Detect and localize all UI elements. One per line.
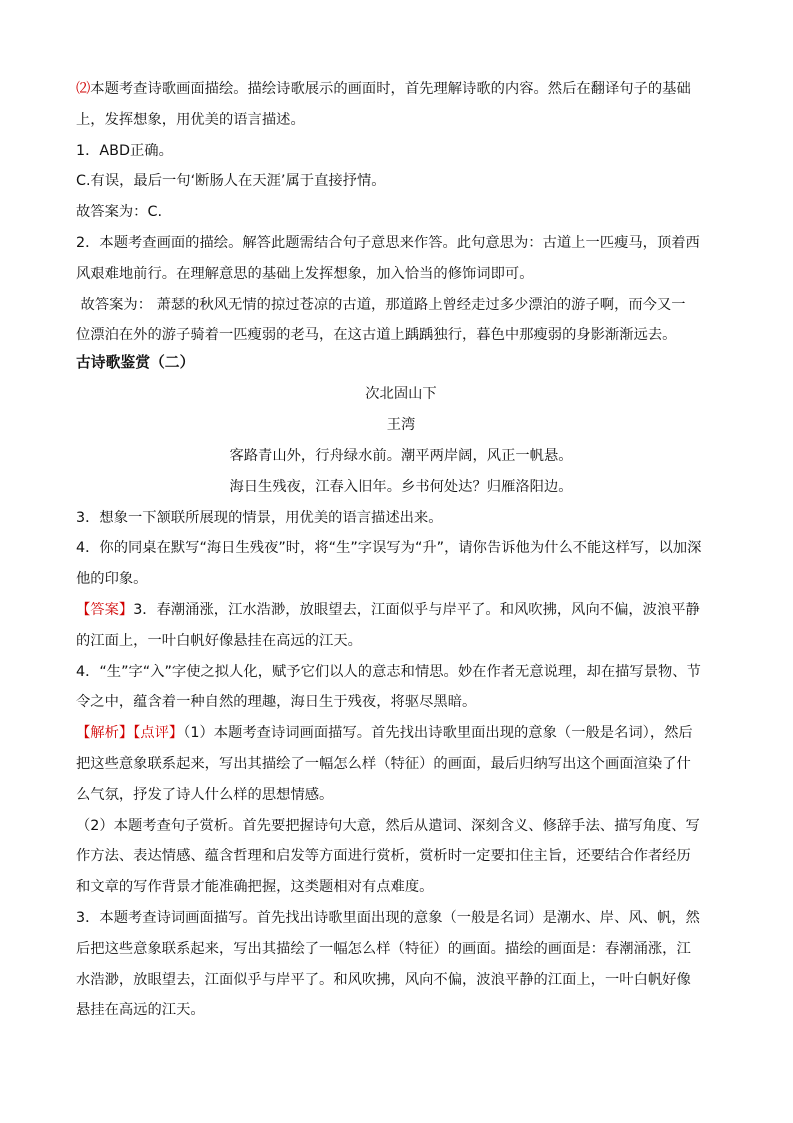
analysis-3-line: 悬挂在高远的江天。 [76,1002,205,1019]
question-3: 3．想象一下颔联所展现的情景，用优美的语言描述出来。 [76,509,443,526]
poem-author: 王湾 [386,417,416,434]
answer-line [76,595,726,626]
item2-line: 2．本题考查画面的描绘。解答此题需结合句子意思来作答。此句意思为：古道上一匹瘦马，顶着西 [76,234,700,251]
item1-answer: 故答案为：C. [76,204,163,221]
section-heading: 古诗歌鉴赏（二） [76,354,195,372]
q2-explanation-line [76,74,726,105]
item1-line: 1．ABD正确。 [76,142,173,159]
answer-tag: 【答案】 [76,601,134,618]
q2-text: 本题考查诗歌画面描绘。描绘诗歌展示的画面时，首先理解诗歌的内容。然后在翻译句子的基础 [90,81,691,97]
item1-option-c: C.有误，最后一句‘断肠人在天涯’属于直接抒情。 [76,173,386,190]
answer-line: 的江面上，一叶白帆好像悬挂在高远的江天。 [76,632,362,649]
analysis-2-line: 作方法、表达情感、蕴含哲理和启发等方面进行赏析，赏析时一定要扣住主旨，还要结合作者经历 [76,848,691,865]
analysis-2-line: （2）本题考查句子赏析。首先要把握诗句大意，然后从遣词、深刻含义、修辞手法、描写角度、写 [76,817,700,834]
poem-title: 次北固山下 [365,386,437,403]
answer-4-line: 4．“生”字“入”字使之拟人化，赋予它们以人的意志和情思。妙在作者无意说理，却在描写景物、节 [76,663,701,680]
item2-answer-line: 位漂泊在外的游子骑着一匹瘦弱的老马，在这古道上踽踽独行，暮色中那瘦弱的身影渐渐远去。 [76,327,677,344]
answer-4-line: 令之中，蕴含着一种自然的理趣，海日生于残夜，将驱尽黑暗。 [76,694,477,711]
poem-line: 海日生残夜，江春入旧年。乡书何处达？归雁洛阳边。 [229,478,573,495]
answer-3-text: 3．春潮涌涨，江水浩渺，放眼望去，江面似乎与岸平了。和风吹拂，风向不偏，波浪平静 [133,601,700,618]
q2-explanation-line: 上，发挥想象，用优美的语言描述。 [76,111,305,128]
analysis-2-line: 和文章的写作背景才能准确把握，这类题相对有点难度。 [76,879,434,896]
analysis-3-line: 水浩渺，放眼望去，江面似乎与岸平了。和风吹拂，风向不偏，波浪平静的江面上，一叶白帆好像 [76,971,691,988]
item2-line: 风艰难地前行。在理解意思的基础上发挥想象，加入恰当的修饰词即可。 [76,265,534,282]
analysis-line [76,718,726,749]
analysis-3-line: 3．本题考查诗词画面描写。首先找出诗歌里面出现的意象（一般是名词）是潮水、岸、风、帆，然 [76,909,700,926]
analysis-line: 么气氛，抒发了诗人什么样的思想情感。 [76,786,334,803]
q2-marker: ⑵ [76,81,91,97]
analysis-3-line: 后把这些意象联系起来，写出其描绘了一幅怎么样（特征）的画面。描绘的画面是：春潮涌涨，江 [76,940,691,957]
poem-line: 客路青山外，行舟绿水前。潮平两岸阔，风正一帆悬。 [229,447,573,464]
analysis-1-text: （1）本题考查诗词画面描写。首先找出诗歌里面出现的意象（一般是名词），然后 [183,725,693,742]
analysis-line: 把这些意象联系起来，写出其描绘了一幅怎么样（特征）的画面，最后归纳写出这个画面渲染了什 [76,755,691,772]
item2-answer-line: 故答案为： 萧瑟的秋风无情的掠过苍凉的古道，那道路上曾经走过多少漂泊的游子啊，而今又一 [76,296,686,313]
question-4-line: 4．你的同桌在默写“海日生残夜”时，将“生”字误写为“升”，请你告诉他为什么不能这样写，以加深 [76,540,702,557]
question-4-line: 他的印象。 [76,571,148,588]
analysis-tag: 【解析】【点评】 [76,725,184,742]
document-page [76,74,726,1026]
